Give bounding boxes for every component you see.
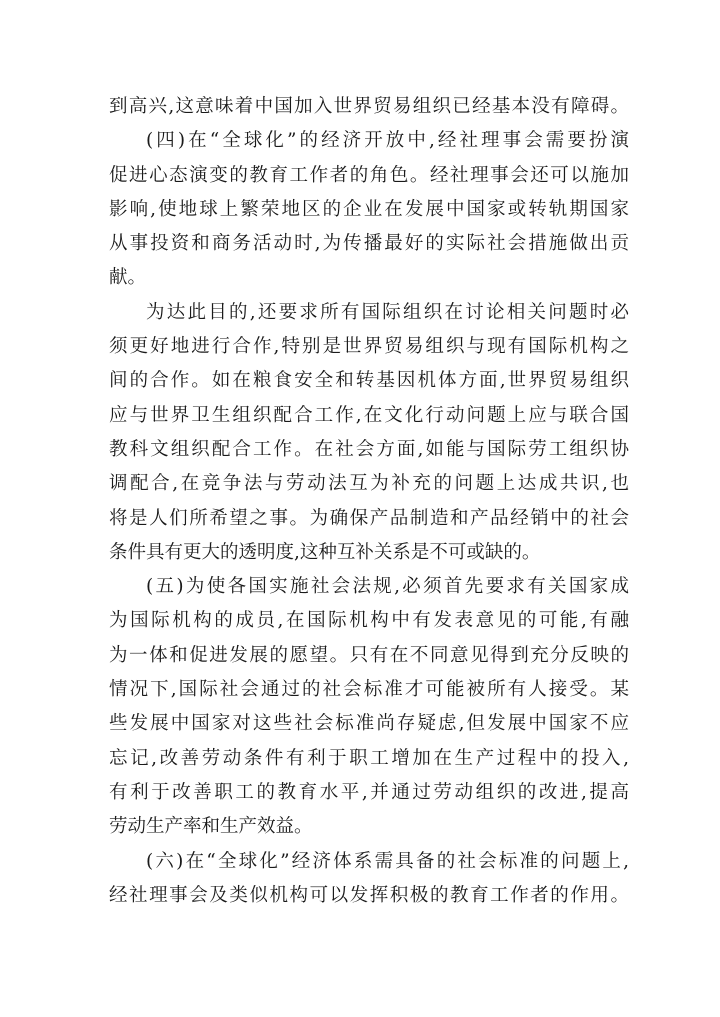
text-line: 促进心态演变的教育工作者的角色。经社理事会还可以施加 bbox=[109, 164, 629, 186]
text-line: 教科文组织配合工作。在社会方面,如能与国际劳工组织协 bbox=[109, 438, 629, 460]
text-line: 影响,使地球上繁荣地区的企业在发展中国家或转轨期国家 bbox=[109, 198, 629, 220]
paragraph-start-line: (六)在“全球化”经济体系需具备的社会标准的问题上, bbox=[146, 850, 629, 872]
paragraph-start-line: (四)在“全球化”的经济开放中,经社理事会需要扮演 bbox=[146, 130, 629, 152]
text-line: 为一体和促进发展的愿望。只有在不同意见得到充分反映的 bbox=[109, 644, 629, 666]
text-line: 些发展中国家对这些社会标准尚存疑虑,但发展中国家不应 bbox=[109, 713, 629, 735]
paragraph-end-line: 劳动生产率和生产效益。 bbox=[109, 816, 313, 838]
text-line: 经社理事会及类似机构可以发挥积极的教育工作者的作用。 bbox=[109, 884, 629, 906]
text-line: 将是人们所希望之事。为确保产品制造和产品经销中的社会 bbox=[109, 507, 629, 529]
paragraph-start-line: 为达此目的,还要求所有国际组织在讨论相关问题时必 bbox=[146, 301, 629, 323]
text-line: 从事投资和商务活动时,为传播最好的实际社会措施做出贡 bbox=[109, 233, 629, 255]
paragraph-end-line: 条件具有更大的透明度,这种互补关系是不可或缺的。 bbox=[109, 541, 541, 563]
text-line: 应与世界卫生组织配合工作,在文化行动问题上应与联合国 bbox=[109, 404, 629, 426]
text-line: 情况下,国际社会通过的社会标准才可能被所有人接受。某 bbox=[109, 679, 629, 701]
text-line: 调配合,在竞争法与劳动法互为补充的问题上达成共识,也 bbox=[109, 473, 629, 495]
paragraph-end-line: 献。 bbox=[109, 267, 147, 289]
text-line: 为国际机构的成员,在国际机构中有发表意见的可能,有融 bbox=[109, 610, 629, 632]
text-line: 到高兴,这意味着中国加入世界贸易组织已经基本没有障碍。 bbox=[109, 96, 629, 117]
text-line: 须更好地进行合作,特别是世界贸易组织与现有国际机构之 bbox=[109, 336, 629, 358]
paragraph-start-line: (五)为使各国实施社会法规,必须首先要求有关国家成 bbox=[146, 576, 629, 598]
text-line: 忘记,改善劳动条件有利于职工增加在生产过程中的投入, bbox=[109, 747, 629, 769]
document-body bbox=[109, 90, 629, 913]
text-line: 有利于改善职工的教育水平,并通过劳动组织的改进,提高 bbox=[109, 781, 629, 803]
text-line: 间的合作。如在粮食安全和转基因机体方面,世界贸易组织 bbox=[109, 370, 629, 392]
